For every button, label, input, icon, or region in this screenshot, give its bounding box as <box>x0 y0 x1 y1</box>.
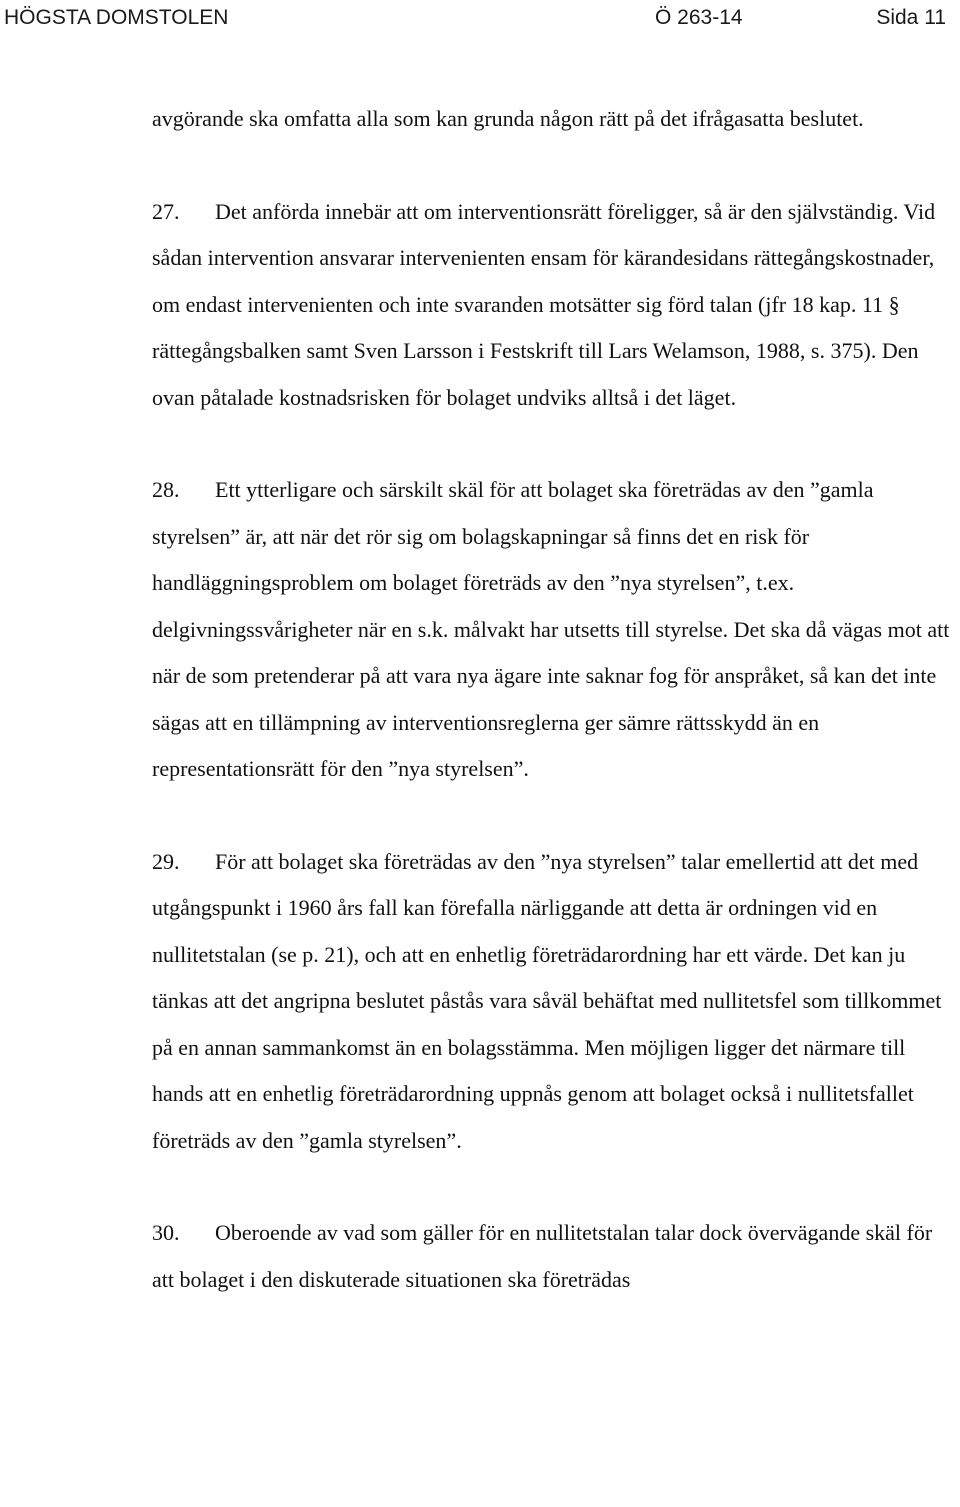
court-name: HÖGSTA DOMSTOLEN <box>4 6 229 29</box>
page-number: Sida 11 <box>876 6 946 29</box>
page-header <box>0 6 960 36</box>
paragraph-28 <box>152 467 952 793</box>
paragraph-number: 29. <box>152 848 180 874</box>
case-number: Ö 263-14 <box>655 6 743 29</box>
paragraph-29 <box>152 839 952 1165</box>
paragraph-27 <box>152 189 952 422</box>
document-body <box>152 96 952 1303</box>
paragraph-text: avgörande ska omfatta alla som kan grunda någon rätt på det ifrågasatta beslutet. <box>152 106 864 131</box>
paragraph-30 <box>152 1210 952 1303</box>
paragraph-text: Ett ytterligare och särskilt skäl för att bolaget ska företrädas av den ”gamla styrelsen” är, att när det rör sig om bolagskapningar så finns det en risk för handläggningsproblem om bolaget företräds av den ”nya styrelsen”, t.ex. delgivningssvårigheter när en s.k. målvakt har utsetts till styrelse. Det ska då vägas mot att när de som pretenderar på att vara nya ägare inte saknar fog för anspråket, så kan det inte sägas att en tillämpning av interventionsreglerna ger sämre rättsskydd än en representationsrätt för den ”nya styrelsen”. <box>152 477 950 781</box>
paragraph-number: 27. <box>152 198 180 224</box>
paragraph-text: För att bolaget ska företrädas av den ”nya styrelsen” talar emellertid att det med utgångspunkt i 1960 års fall kan förefalla närliggande att detta är ordningen vid en nullitetstalan (se p. 21), och att en enhetlig företrädarordning har ett värde. Det kan ju tänkas att det angripna beslutet påstås vara såväl behäftat med nullitetsfel som tillkommet på en annan sammankomst än en bolagsstämma. Men möjligen ligger det närmare till hands att en enhetlig företrädarordning uppnås genom att bolaget också i nullitetsfallet företräds av den ”gamla styrelsen”. <box>152 848 942 1153</box>
paragraph-number: 30. <box>152 1220 180 1245</box>
paragraph-text: Oberoende av vad som gäller för en nullitetstalan talar dock övervägande skäl för att bolaget i den diskuterade situationen ska företrädas <box>152 1220 933 1292</box>
paragraph-text: Det anförda innebär att om interventionsrätt föreligger, så är den självständig. Vid sådan intervention ansvarar intervenienten ensam för kärandesidans rättegångskostnader, om endast intervenienten och inte svaranden motsätter sig förd talan (jfr 18 kap. 11 § rättegångsbalken samt Sven Larsson i Festskrift till Lars Welamson, 1988, s. 375). Den ovan påtalade kostnadsrisken för bolaget undviks alltså i det läget. <box>152 198 936 410</box>
paragraph-number: 28. <box>152 477 180 502</box>
paragraph-continued <box>152 96 952 143</box>
